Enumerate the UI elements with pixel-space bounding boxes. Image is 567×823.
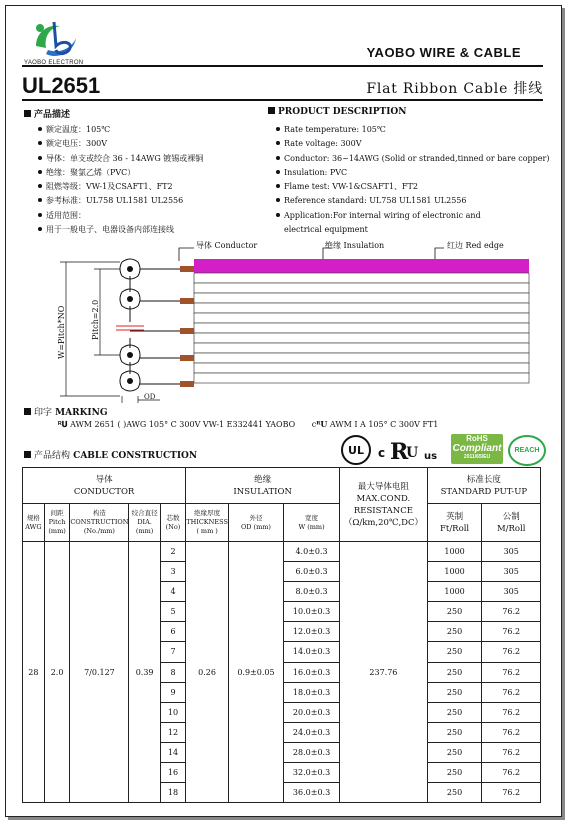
svg-text:R: R <box>390 439 409 465</box>
cell-ft: 250 <box>427 622 482 642</box>
list-item: Rate voltage: 300V <box>276 137 549 151</box>
cell-m: 76.2 <box>482 642 541 662</box>
list-item: 额定电压：300V <box>38 137 203 151</box>
col-pitch: 间距 Pitch (mm) <box>44 504 70 542</box>
cell-cores: 7 <box>160 642 185 662</box>
cell-m: 305 <box>482 562 541 582</box>
construction-table <box>22 467 541 803</box>
col-awg: 规格 AWG <box>23 504 45 542</box>
red-edge-label: 红边 Red edge <box>447 241 504 250</box>
table-header-row <box>23 504 541 542</box>
title-divider <box>22 99 543 101</box>
conductor-header: 导体 CONDUCTOR <box>23 468 186 504</box>
cell-ft: 250 <box>427 782 482 802</box>
col-cores: 芯数 (No) <box>160 504 185 542</box>
marking-title: 印字 MARKING <box>24 405 108 418</box>
cul-us-listed-icon <box>340 433 445 467</box>
list-item: Application:For internal wiring of electronic and <box>276 209 549 223</box>
col-construction: 构造 CONSTRUCTION (No./mm) <box>70 504 129 542</box>
cell-m: 76.2 <box>482 762 541 782</box>
col-od: 外径 OD (mm) <box>228 504 283 542</box>
cell-width: 24.0±0.3 <box>284 722 340 742</box>
cell-ft: 1000 <box>427 562 482 582</box>
col-width: 宽度 W (mm) <box>284 504 340 542</box>
cell-ft: 1000 <box>427 582 482 602</box>
cell-width: 36.0±0.3 <box>284 782 340 802</box>
list-item: Rate temperature: 105℃ <box>276 123 549 137</box>
cell-ft: 250 <box>427 682 482 702</box>
cell-thickness: 0.26 <box>186 542 229 803</box>
cell-cores: 14 <box>160 742 185 762</box>
cell-cores: 4 <box>160 582 185 602</box>
cell-cores: 5 <box>160 602 185 622</box>
table-row <box>23 542 541 562</box>
reach-badge: REACH <box>508 435 546 466</box>
cell-pitch: 2.0 <box>44 542 70 803</box>
cell-cores: 6 <box>160 622 185 642</box>
cable-cross-section-diagram <box>40 238 550 408</box>
marking-text: ᴿ𝐔 AWM 2651 ( )AWG 105° C 300V VW-1 E332441 YAOBO cᴿ𝐔 AWM I A 105° C 300V FT1 <box>58 419 439 429</box>
cell-width: 20.0±0.3 <box>284 702 340 722</box>
list-item: 导体：单支或绞合 36 - 14AWG 镀锡或裸铜 <box>38 152 203 166</box>
cell-width: 10.0±0.3 <box>284 602 340 622</box>
cell-width: 16.0±0.3 <box>284 662 340 682</box>
od-label: OD <box>144 393 156 401</box>
svg-text:c: c <box>378 446 386 460</box>
cell-ft: 250 <box>427 662 482 682</box>
spec-list-en <box>276 123 549 237</box>
list-item: Flame test: VW-1&CSAFT1、FT2 <box>276 180 549 194</box>
cell-ft: 250 <box>427 602 482 622</box>
cell-ft: 250 <box>427 742 482 762</box>
ul-mark-icon: ᴿ𝐔 <box>58 420 68 429</box>
cell-m: 76.2 <box>482 742 541 762</box>
cell-width: 28.0±0.3 <box>284 742 340 762</box>
cell-m: 76.2 <box>482 702 541 722</box>
cell-cores: 9 <box>160 682 185 702</box>
cell-ft: 250 <box>427 762 482 782</box>
svg-text:UL: UL <box>348 444 364 457</box>
list-item: Insulation: PVC <box>276 166 549 180</box>
cell-width: 32.0±0.3 <box>284 762 340 782</box>
list-item: 绝缘：聚氯乙烯（PVC） <box>38 166 203 180</box>
putup-header: 标准长度 STANDARD PUT-UP <box>427 468 540 504</box>
cell-m: 305 <box>482 582 541 602</box>
cell-m: 76.2 <box>482 782 541 802</box>
insulation-label: 绝缘 Insulation <box>325 241 385 250</box>
list-item: 阻燃等级：VW-1及CSAFT1、FT2 <box>38 180 203 194</box>
cell-width: 18.0±0.3 <box>284 682 340 702</box>
col-ft: 英制 Ft/Roll <box>427 504 482 542</box>
cell-ft: 250 <box>427 702 482 722</box>
svg-text:U: U <box>406 445 419 461</box>
section-title-cn: 产品描述 <box>24 107 70 120</box>
rohs-badge: RoHS Compliant 2011/65/EU <box>451 434 503 464</box>
logo-text: YAOBO ELECTRON <box>24 60 84 66</box>
cell-m: 76.2 <box>482 682 541 702</box>
cell-cores: 12 <box>160 722 185 742</box>
company-name: YAOBO WIRE & CABLE <box>366 45 521 60</box>
cell-od: 0.9±0.05 <box>228 542 283 803</box>
cell-ft: 1000 <box>427 542 482 562</box>
cell-cores: 3 <box>160 562 185 582</box>
list-item: 额定温度：105℃ <box>38 123 203 137</box>
cell-width: 14.0±0.3 <box>284 642 340 662</box>
cell-construction: 7/0.127 <box>70 542 129 803</box>
cell-dia: 0.39 <box>129 542 160 803</box>
width-label: W=Pitch*NO <box>57 305 66 359</box>
cell-width: 4.0±0.3 <box>284 542 340 562</box>
header-divider <box>22 65 543 67</box>
cell-ft: 250 <box>427 722 482 742</box>
list-item: Conductor: 36~14AWG (Solid or stranded,tinned or bare copper) <box>276 152 549 166</box>
insulation-header: 绝缘 INSULATION <box>186 468 340 504</box>
cell-cores: 10 <box>160 702 185 722</box>
cell-resistance: 237.76 <box>340 542 428 803</box>
model-number: UL2651 <box>22 73 101 98</box>
yaobo-logo-icon <box>28 16 86 64</box>
section-title-en: PRODUCT DESCRIPTION <box>268 107 407 117</box>
cul-mark-icon: cᴿ𝐔 <box>311 419 328 429</box>
cell-ft: 250 <box>427 642 482 662</box>
list-item: 用于一般电子、电器设备内部连接线 <box>38 223 203 237</box>
cell-m: 305 <box>482 542 541 562</box>
list-item: 适用范围： <box>38 209 203 223</box>
cell-m: 76.2 <box>482 662 541 682</box>
col-m: 公制 M/Roll <box>482 504 541 542</box>
spec-list-cn <box>38 123 203 237</box>
pitch-label: Pitch=2.0 <box>91 299 100 340</box>
cell-m: 76.2 <box>482 622 541 642</box>
col-dia: 绞合直径 DIA. (mm) <box>129 504 160 542</box>
conductor-label: 导体 Conductor <box>196 241 258 250</box>
resistance-header: 最大导体电阻 MAX.COND. RESISTANCE （Ω/km,20℃,DC） <box>340 468 428 542</box>
cell-awg: 28 <box>23 542 45 803</box>
construction-title: 产品结构 CABLE CONSTRUCTION <box>24 448 197 461</box>
cell-cores: 2 <box>160 542 185 562</box>
cell-m: 76.2 <box>482 722 541 742</box>
list-item: electrical equipment <box>284 225 368 235</box>
cell-cores: 8 <box>160 662 185 682</box>
cell-width: 6.0±0.3 <box>284 562 340 582</box>
cell-width: 8.0±0.3 <box>284 582 340 602</box>
list-item: Reference standard: UL758 UL1581 UL2556 <box>276 194 549 208</box>
table-header-group-row <box>23 468 541 504</box>
cell-cores: 18 <box>160 782 185 802</box>
cable-type: Flat Ribbon Cable 排线 <box>366 81 543 97</box>
list-item: 参考标准：UL758 UL1581 UL2556 <box>38 194 203 208</box>
col-thickness: 绝缘厚度 THICKNESS ( mm ) <box>186 504 229 542</box>
cell-cores: 16 <box>160 762 185 782</box>
cell-m: 76.2 <box>482 602 541 622</box>
svg-text:us: us <box>424 451 438 462</box>
cell-width: 12.0±0.3 <box>284 622 340 642</box>
